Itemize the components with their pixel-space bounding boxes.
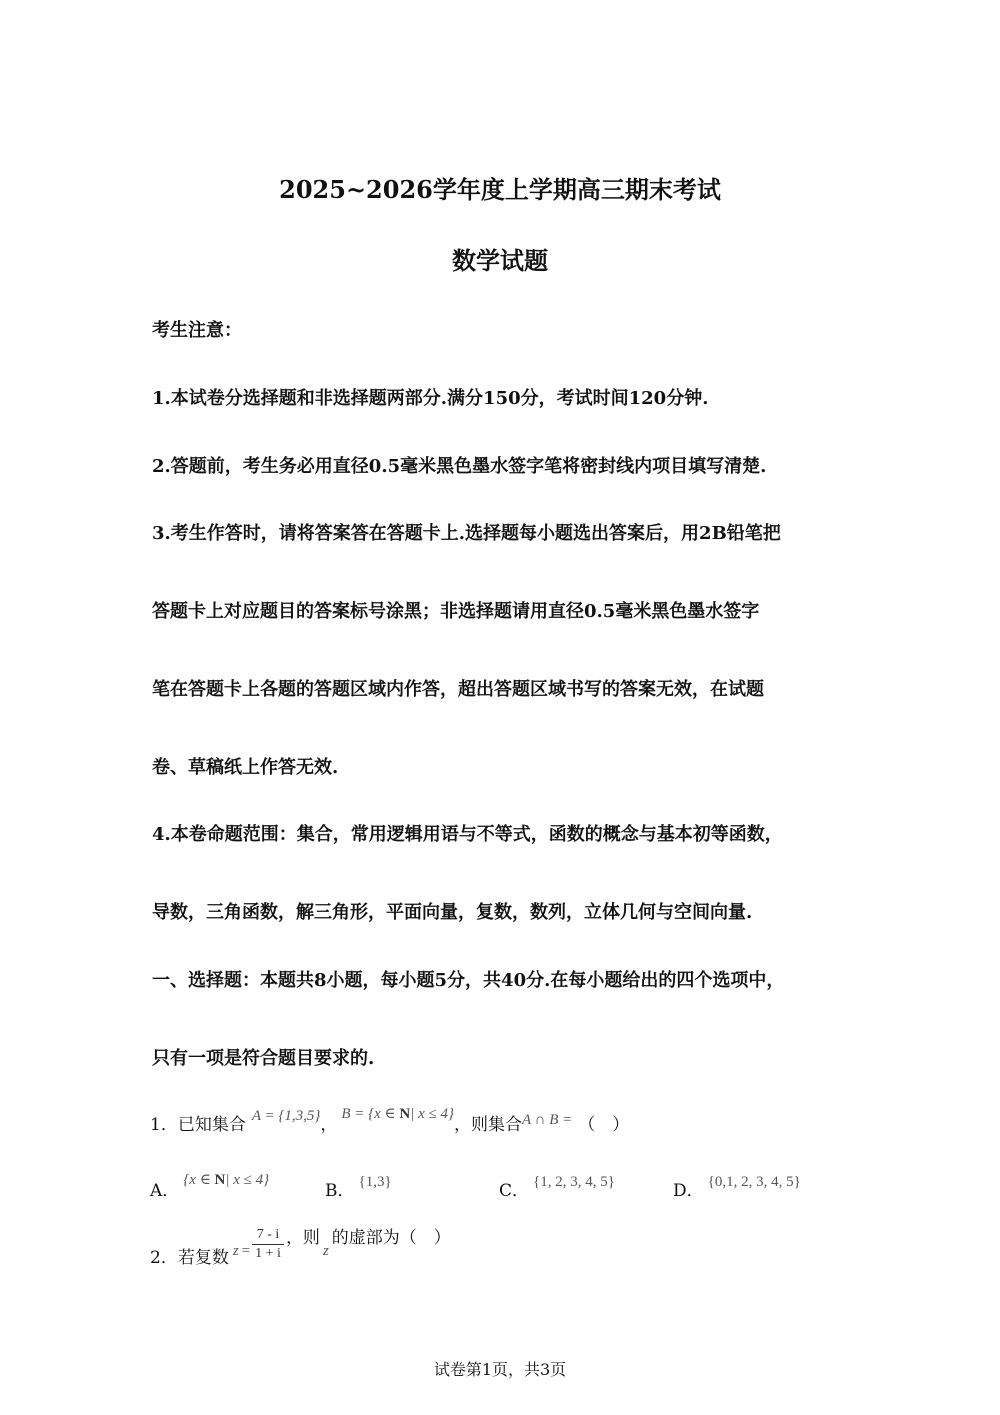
section-heading: 一、选择题：本题共8小题，每小题5分，共40分.在每小题给出的四个选项中， (152, 970, 785, 991)
intersection-expr: A ∩ B = (522, 1112, 573, 1128)
question-2-mid: ，则 (285, 1228, 320, 1248)
option-b[interactable] (325, 1176, 392, 1201)
question-1 (150, 1106, 630, 1135)
page-footer: 试卷第1页，共3页 (433, 1360, 567, 1379)
exam-title: 2025~2026学年度上学期高三期末考试 (279, 175, 721, 204)
set-b-expr (341, 1106, 454, 1122)
fraction-numerator: 7 - i (252, 1226, 284, 1245)
option-a[interactable] (150, 1172, 270, 1201)
option-expr: {0,1, 2, 3, 4, 5} (707, 1174, 801, 1190)
notice-line: 答题卡上对应题目的答案标号涂黑；非选择题请用直径0.5毫米黑色墨水签字 (152, 601, 760, 622)
option-expr-naturals: N (214, 1172, 226, 1188)
set-b-naturals: N (399, 1106, 411, 1122)
comma: ， (320, 1115, 338, 1135)
fraction-denominator: 1 + i (255, 1246, 281, 1261)
equals-sign: = (241, 1243, 251, 1259)
set-b-head: B = {x ∈ (341, 1106, 400, 1122)
option-label: A． (150, 1181, 180, 1201)
notice-line: 3.考生作答时，请将答案答在答题卡上.选择题每小题选出答案后，用2B铅笔把 (152, 523, 781, 544)
question-2-prefix: 2．若复数 (150, 1248, 229, 1268)
answer-paren: （ ） (578, 1115, 630, 1135)
notice-line: 笔在答题卡上各题的答题区域内作答，超出答题区域书写的答案无效，在试题 (152, 679, 764, 700)
option-label: B． (325, 1181, 355, 1201)
option-expr (183, 1172, 269, 1188)
set-b-tail: | x ≤ 4} (410, 1106, 454, 1122)
option-label: D． (673, 1181, 704, 1201)
variable-z: z (322, 1243, 329, 1259)
question-1-mid: ，则集合 (454, 1115, 522, 1135)
question-2-tail: 的虚部为（ ） (331, 1228, 451, 1248)
option-d[interactable] (673, 1176, 801, 1201)
fraction (252, 1226, 284, 1263)
question-1-prefix: 1．已知集合 (150, 1115, 246, 1135)
section-heading-cont: 只有一项是符合题目要求的. (152, 1048, 375, 1069)
option-label: C． (499, 1181, 530, 1201)
exam-subtitle: 数学试题 (452, 246, 548, 275)
notice-line: 1.本试卷分选择题和非选择题两部分.满分150分，考试时间120分钟. (152, 388, 709, 409)
notice-line: 卷、草稿纸上作答无效. (152, 757, 339, 778)
notice-line: 4.本卷命题范围：集合，常用逻辑用语与不等式，函数的概念与基本初等函数， (152, 824, 783, 845)
option-expr: {1,3} (358, 1174, 392, 1190)
option-c[interactable] (499, 1176, 615, 1201)
notice-heading: 考生注意： (152, 320, 242, 341)
option-expr-tail: | x ≤ 4} (225, 1172, 270, 1188)
notice-line: 2.答题前，考生务必用直径0.5毫米黑色墨水签字笔将密封线内项目填写清楚. (152, 456, 767, 477)
set-a-expr: A = {1,3,5} (251, 1108, 321, 1124)
variable-z: z (232, 1243, 239, 1259)
question-2 (150, 1226, 451, 1268)
option-expr: {1, 2, 3, 4, 5} (533, 1174, 615, 1190)
option-expr-head: {x ∈ (183, 1172, 215, 1188)
notice-line: 导数，三角函数，解三角形，平面向量，复数，数列，立体几何与空间向量. (152, 902, 753, 923)
